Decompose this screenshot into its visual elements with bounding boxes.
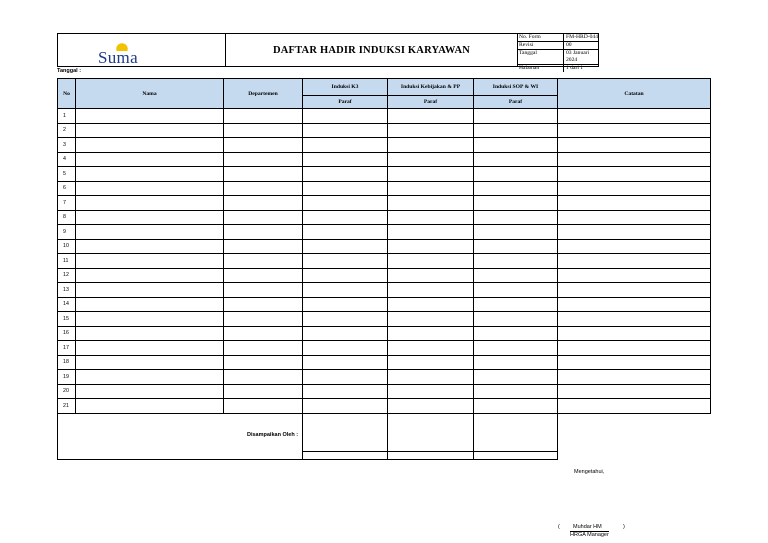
paraf-pp-cell[interactable]: [388, 283, 474, 298]
departemen-cell[interactable]: [224, 312, 303, 327]
col-paraf: Paraf: [388, 96, 474, 109]
paraf-pp-cell[interactable]: [388, 239, 474, 254]
meta-key: Tanggal: [518, 50, 564, 64]
row-number: 4: [58, 152, 76, 167]
row-number: 3: [58, 138, 76, 153]
meta-value: FM-HRD-044: [566, 34, 599, 40]
meta-value: 00: [566, 42, 572, 48]
catatan-cell[interactable]: [558, 283, 711, 298]
col-catatan: Catatan: [558, 79, 711, 109]
document-title: DAFTAR HADIR INDUKSI KARYAWAN: [226, 34, 518, 66]
nama-cell[interactable]: [76, 239, 224, 254]
paraf-sop-cell[interactable]: [474, 196, 558, 211]
nama-cell[interactable]: [76, 312, 224, 327]
paraf-k3-cell[interactable]: [303, 268, 388, 283]
col-no: No: [58, 79, 76, 109]
paraf-sop-cell[interactable]: [474, 225, 558, 240]
col-departemen: Departemen: [224, 79, 303, 109]
departemen-cell[interactable]: [224, 109, 303, 124]
paraf-pp-cell[interactable]: [388, 196, 474, 211]
catatan-cell[interactable]: [558, 239, 711, 254]
table-row: [58, 225, 711, 240]
departemen-cell[interactable]: [224, 297, 303, 312]
nama-cell[interactable]: [76, 326, 224, 341]
paraf-pp-cell[interactable]: [388, 138, 474, 153]
paraf-pp-cell[interactable]: [388, 225, 474, 240]
paraf-sop-cell[interactable]: [474, 109, 558, 124]
close-paren: ): [623, 524, 625, 530]
signature-box-divider: [473, 414, 474, 460]
paraf-pp-cell[interactable]: [388, 254, 474, 269]
col-paraf: Paraf: [474, 96, 558, 109]
form-meta: [518, 34, 599, 71]
table-row: [58, 167, 711, 182]
col-paraf: Paraf: [303, 96, 388, 109]
paraf-k3-cell[interactable]: [303, 399, 388, 414]
paraf-pp-cell[interactable]: [388, 312, 474, 327]
departemen-cell[interactable]: [224, 399, 303, 414]
catatan-cell[interactable]: [558, 326, 711, 341]
catatan-cell[interactable]: [558, 297, 711, 312]
row-number: 1: [58, 109, 76, 124]
table-row: [58, 138, 711, 153]
nama-cell[interactable]: [76, 196, 224, 211]
table-row: [58, 181, 711, 196]
table-row: [58, 254, 711, 269]
paraf-k3-cell[interactable]: [303, 152, 388, 167]
signature-line: [302, 451, 558, 452]
meta-key: Revisi: [518, 42, 564, 49]
nama-cell[interactable]: [76, 399, 224, 414]
paraf-sop-cell[interactable]: [474, 283, 558, 298]
table-row: [58, 123, 711, 138]
form-header: [57, 33, 599, 71]
paraf-sop-cell[interactable]: [474, 312, 558, 327]
departemen-cell[interactable]: [224, 138, 303, 153]
departemen-cell[interactable]: [224, 370, 303, 385]
paraf-pp-cell[interactable]: [388, 109, 474, 124]
paraf-pp-cell[interactable]: [388, 268, 474, 283]
catatan-cell[interactable]: [558, 268, 711, 283]
tanggal-label: Tanggal :: [57, 68, 82, 74]
table-row: [58, 355, 711, 370]
table-row: [58, 152, 711, 167]
departemen-cell[interactable]: [224, 181, 303, 196]
disampaikan-label: Disampaikan Oleh :: [247, 432, 299, 438]
nama-cell[interactable]: [76, 370, 224, 385]
departemen-cell[interactable]: [224, 326, 303, 341]
paraf-k3-cell[interactable]: [303, 283, 388, 298]
paraf-k3-cell[interactable]: [303, 109, 388, 124]
meta-row: [518, 50, 598, 65]
row-number: 14: [58, 297, 76, 312]
nama-cell[interactable]: [76, 138, 224, 153]
paraf-k3-cell[interactable]: [303, 196, 388, 211]
row-number: 15: [58, 312, 76, 327]
col-induksi-kebijakan: Induksi Kebijakan & PP: [388, 79, 474, 96]
paraf-sop-cell[interactable]: [474, 268, 558, 283]
paraf-sop-cell[interactable]: [474, 370, 558, 385]
paraf-pp-cell[interactable]: [388, 399, 474, 414]
row-number: 11: [58, 254, 76, 269]
paraf-k3-cell[interactable]: [303, 384, 388, 399]
signature-box-divider: [302, 414, 303, 460]
nama-cell[interactable]: [76, 268, 224, 283]
nama-cell[interactable]: [76, 210, 224, 225]
paraf-pp-cell[interactable]: [388, 370, 474, 385]
catatan-cell[interactable]: [558, 210, 711, 225]
catatan-cell[interactable]: [558, 225, 711, 240]
row-number: 18: [58, 355, 76, 370]
table-row: [58, 268, 711, 283]
signer-position: HRGA Manager: [570, 532, 609, 538]
paraf-k3-cell[interactable]: [303, 254, 388, 269]
logo-text: Suma: [98, 48, 138, 67]
col-nama: Nama: [76, 79, 224, 109]
paraf-pp-cell[interactable]: [388, 384, 474, 399]
row-number: 8: [58, 210, 76, 225]
row-number: 16: [58, 326, 76, 341]
meta-key: No. Form: [518, 34, 564, 41]
paraf-sop-cell[interactable]: [474, 239, 558, 254]
nama-cell[interactable]: [76, 152, 224, 167]
table-row: [58, 109, 711, 124]
paraf-sop-cell[interactable]: [474, 123, 558, 138]
catatan-cell[interactable]: [558, 109, 711, 124]
paraf-k3-cell[interactable]: [303, 297, 388, 312]
row-number: 20: [58, 384, 76, 399]
departemen-cell[interactable]: [224, 123, 303, 138]
row-number: 12: [58, 268, 76, 283]
nama-cell[interactable]: [76, 109, 224, 124]
catatan-cell[interactable]: [558, 312, 711, 327]
meta-row: [518, 65, 598, 72]
attendance-table: [57, 78, 711, 414]
paraf-k3-cell[interactable]: [303, 341, 388, 356]
departemen-cell[interactable]: [224, 210, 303, 225]
table-row: [58, 370, 711, 385]
table-row: [58, 210, 711, 225]
paraf-k3-cell[interactable]: [303, 167, 388, 182]
paraf-sop-cell[interactable]: [474, 254, 558, 269]
row-number: 6: [58, 181, 76, 196]
paraf-pp-cell[interactable]: [388, 341, 474, 356]
meta-row: [518, 34, 598, 42]
catatan-cell[interactable]: [558, 254, 711, 269]
paraf-sop-cell[interactable]: [474, 384, 558, 399]
meta-row: [518, 42, 598, 50]
nama-cell[interactable]: [76, 225, 224, 240]
nama-cell[interactable]: [76, 341, 224, 356]
paraf-k3-cell[interactable]: [303, 138, 388, 153]
departemen-cell[interactable]: [224, 254, 303, 269]
catatan-cell[interactable]: [558, 196, 711, 211]
col-induksi-sop: Induksi SOP & WI: [474, 79, 558, 96]
catatan-cell[interactable]: [558, 355, 711, 370]
nama-cell[interactable]: [76, 181, 224, 196]
paraf-sop-cell[interactable]: [474, 341, 558, 356]
meta-value: 03 Januari 2024: [566, 50, 590, 63]
departemen-cell[interactable]: [224, 152, 303, 167]
departemen-cell[interactable]: [224, 239, 303, 254]
paraf-k3-cell[interactable]: [303, 355, 388, 370]
catatan-cell[interactable]: [558, 341, 711, 356]
paraf-sop-cell[interactable]: [474, 181, 558, 196]
paraf-k3-cell[interactable]: [303, 370, 388, 385]
row-number: 19: [58, 370, 76, 385]
table-row: [58, 399, 711, 414]
open-paren: (: [558, 524, 560, 530]
row-number: 7: [58, 196, 76, 211]
row-number: 13: [58, 283, 76, 298]
nama-cell[interactable]: [76, 254, 224, 269]
catatan-cell[interactable]: [558, 181, 711, 196]
meta-value: 1 dari 1: [566, 65, 584, 71]
nama-cell[interactable]: [76, 297, 224, 312]
table-row: [58, 384, 711, 399]
paraf-pp-cell[interactable]: [388, 326, 474, 341]
row-number: 9: [58, 225, 76, 240]
table-row: [58, 196, 711, 211]
departemen-cell[interactable]: [224, 225, 303, 240]
signature-frame: [57, 414, 558, 460]
paraf-pp-cell[interactable]: [388, 152, 474, 167]
signer-name: Muhdar HM: [573, 524, 602, 530]
paraf-sop-cell[interactable]: [474, 399, 558, 414]
catatan-cell[interactable]: [558, 399, 711, 414]
departemen-cell[interactable]: [224, 384, 303, 399]
paraf-pp-cell[interactable]: [388, 123, 474, 138]
catatan-cell[interactable]: [558, 138, 711, 153]
table-row: [58, 283, 711, 298]
row-number: 2: [58, 123, 76, 138]
departemen-cell[interactable]: [224, 283, 303, 298]
nama-cell[interactable]: [76, 123, 224, 138]
departemen-cell[interactable]: [224, 268, 303, 283]
company-logo: [58, 34, 226, 66]
catatan-cell[interactable]: [558, 370, 711, 385]
departemen-cell[interactable]: [224, 355, 303, 370]
paraf-sop-cell[interactable]: [474, 210, 558, 225]
row-number: 5: [58, 167, 76, 182]
table-row: [58, 239, 711, 254]
paraf-k3-cell[interactable]: [303, 312, 388, 327]
signature-box-divider: [387, 414, 388, 460]
nama-cell[interactable]: [76, 167, 224, 182]
paraf-k3-cell[interactable]: [303, 210, 388, 225]
catatan-cell[interactable]: [558, 384, 711, 399]
meta-key: Halaman: [518, 65, 564, 72]
row-number: 17: [58, 341, 76, 356]
table-row: [58, 326, 711, 341]
paraf-pp-cell[interactable]: [388, 355, 474, 370]
paraf-pp-cell[interactable]: [388, 181, 474, 196]
paraf-pp-cell[interactable]: [388, 210, 474, 225]
paraf-sop-cell[interactable]: [474, 138, 558, 153]
paraf-sop-cell[interactable]: [474, 152, 558, 167]
mengetahui-label: Mengetahui,: [574, 469, 605, 475]
departemen-cell[interactable]: [224, 167, 303, 182]
paraf-pp-cell[interactable]: [388, 167, 474, 182]
table-row: [58, 341, 711, 356]
departemen-cell[interactable]: [224, 341, 303, 356]
nama-cell[interactable]: [76, 384, 224, 399]
catatan-cell[interactable]: [558, 123, 711, 138]
paraf-sop-cell[interactable]: [474, 355, 558, 370]
paraf-k3-cell[interactable]: [303, 225, 388, 240]
paraf-sop-cell[interactable]: [474, 167, 558, 182]
nama-cell[interactable]: [76, 355, 224, 370]
table-row: [58, 312, 711, 327]
col-induksi-k3: Induksi K3: [303, 79, 388, 96]
paraf-k3-cell[interactable]: [303, 326, 388, 341]
paraf-k3-cell[interactable]: [303, 123, 388, 138]
departemen-cell[interactable]: [224, 196, 303, 211]
row-number: 21: [58, 399, 76, 414]
catatan-cell[interactable]: [558, 152, 711, 167]
paraf-k3-cell[interactable]: [303, 181, 388, 196]
signature-box-divider: [557, 414, 558, 460]
row-number: 10: [58, 239, 76, 254]
table-row: [58, 297, 711, 312]
paraf-k3-cell[interactable]: [303, 239, 388, 254]
paraf-pp-cell[interactable]: [388, 297, 474, 312]
signature-section: [57, 414, 558, 460]
catatan-cell[interactable]: [558, 167, 711, 182]
paraf-sop-cell[interactable]: [474, 297, 558, 312]
nama-cell[interactable]: [76, 283, 224, 298]
paraf-sop-cell[interactable]: [474, 326, 558, 341]
